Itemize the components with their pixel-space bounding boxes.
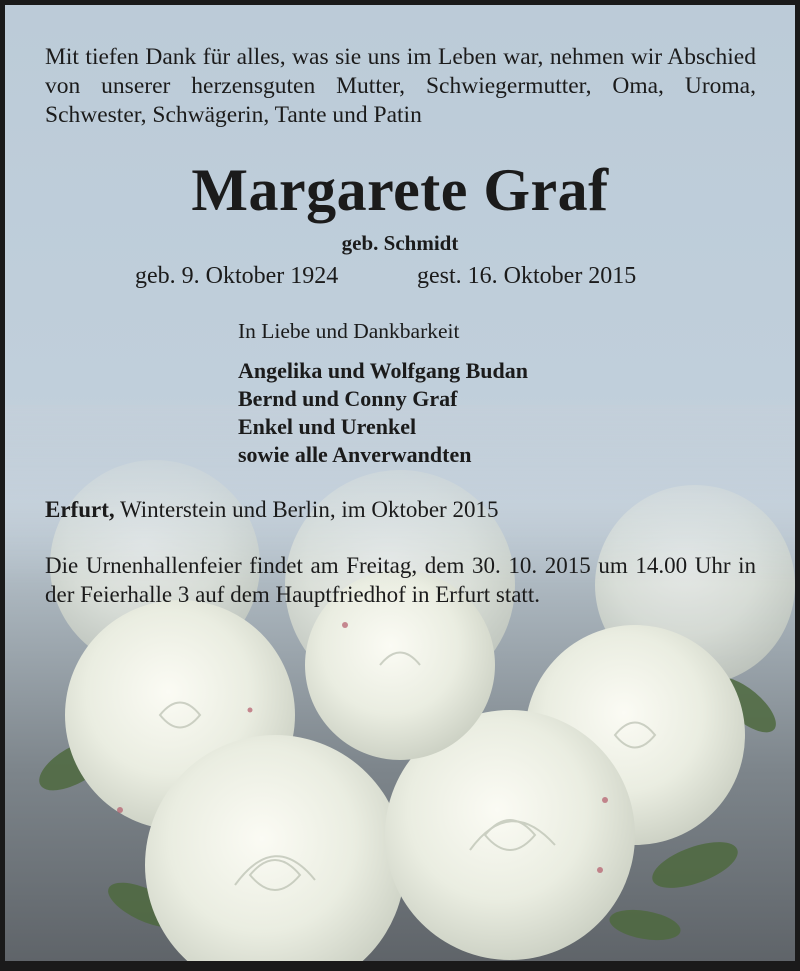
maiden-name: geb. Schmidt: [341, 231, 459, 255]
place-date-line: [45, 497, 498, 523]
service-info: Die Urnenhallenfeier findet am Freitag, dem 30. 10. 2015 um 14.00 Uhr in der Feierhalle 3 auf dem Hauptfriedhof in Erfurt statt.: [45, 553, 756, 607]
mourner-line: Enkel und Urenkel: [238, 414, 417, 439]
deceased-name: Margarete Graf: [191, 157, 609, 223]
obituary-notice: [5, 5, 795, 961]
white-roses-photo: [5, 5, 795, 961]
death-date: gest. 16. Oktober 2015: [417, 263, 637, 289]
mourner-line: Angelika und Wolfgang Budan: [238, 358, 528, 383]
mourner-line: sowie alle Anverwandten: [238, 442, 472, 467]
place-city: Erfurt,: [45, 497, 115, 522]
place-rest: Winterstein und Berlin, im Oktober 2015: [114, 497, 499, 522]
closing-line: In Liebe und Dankbarkeit: [238, 319, 460, 343]
mourner-line: Bernd und Conny Graf: [238, 386, 458, 411]
birth-date: geb. 9. Oktober 1924: [135, 263, 339, 289]
mourners-list: [238, 357, 528, 469]
intro-text: Mit tiefen Dank für alles, was sie uns im Leben war, nehmen wir Abschied von unserer herzensguten Mutter, Schwiegermutter, Oma, Uroma, Schwester, Schwägerin, Tante und Patin: [45, 44, 756, 128]
